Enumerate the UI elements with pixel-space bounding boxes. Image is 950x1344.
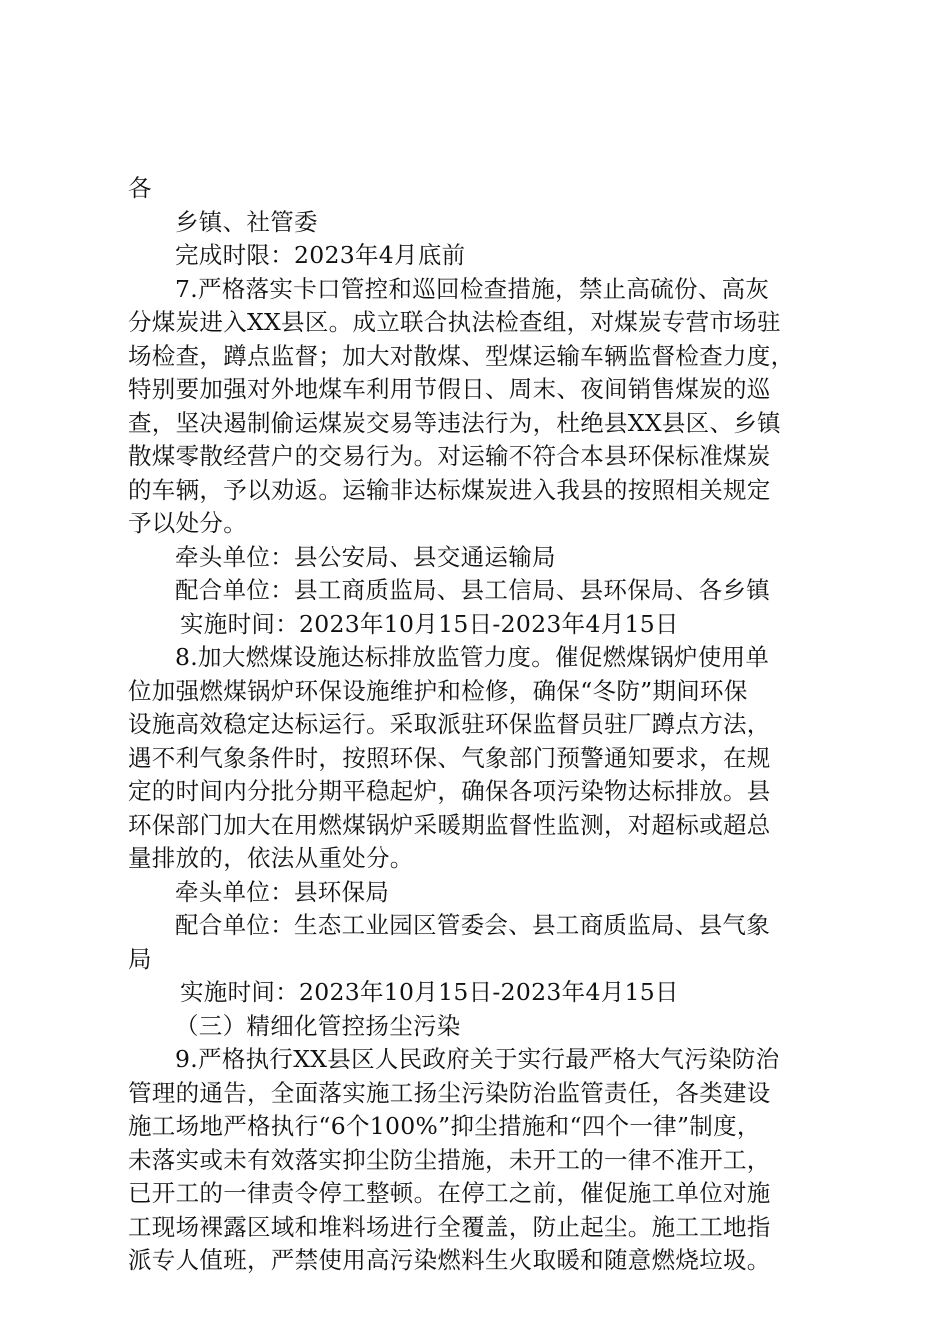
implementation-time-line: 实施时间：2023年10月15日-2023年4月15日 <box>180 978 679 1006</box>
text-line: 施工场地严格执行“6个100%”抑尘措施和“四个一律”制度， <box>128 1112 761 1140</box>
paragraph-start-item-7: 7.严格落实卡口管控和巡回检查措施，禁止高硫份、高灰 <box>175 274 770 303</box>
text-line: 位加强燃煤锅炉环保设施维护和检修，确保“冬防”期间环保 <box>128 676 748 705</box>
text-line: 环保部门加大在用燃煤锅炉采暖期监督性监测，对超标或超总 <box>128 810 771 839</box>
text-line: 遇不利气象条件时，按照环保、气象部门预警通知要求，在规 <box>128 743 771 772</box>
cooperating-unit-line: 配合单位：县工商质监局、县工信局、县环保局、各乡镇 <box>175 576 770 604</box>
text-line: 局 <box>128 944 152 973</box>
text-line: 散煤零散经营户的交易行为。对运输不符合本县环保标准煤炭 <box>128 442 771 470</box>
text-line: 各 <box>128 174 152 202</box>
text-line: 派专人值班，严禁使用高污染燃料生火取暖和随意燃烧垃圾。 <box>128 1246 771 1274</box>
text-line: 定的时间内分批分期平稳起炉，确保各项污染物达标排放。县 <box>128 777 771 805</box>
text-line: 管理的通告，全面落实施工扬尘污染防治监管责任，各类建设 <box>128 1078 771 1107</box>
text-line: 完成时限：2023年4月底前 <box>175 241 466 269</box>
text-line: 已开工的一律责令停工整顿。在停工之前，催促施工单位对施 <box>128 1179 771 1207</box>
text-line: 未落实或未有效落实抑尘防尘措施，未开工的一律不准开工， <box>128 1145 771 1174</box>
lead-unit-line: 牵头单位：县公安局、县交通运输局 <box>175 542 556 571</box>
paragraph-start-item-8: 8.加大燃煤设施达标排放监管力度。催促燃煤锅炉使用单 <box>175 643 770 671</box>
text-line: 量排放的，依法从重处分。 <box>128 844 414 872</box>
text-line: 的车辆，予以劝返。运输非达标煤炭进入我县的按照相关规定 <box>128 475 771 504</box>
text-line: 特别要加强对外地煤车利用节假日、周末、夜间销售煤炭的巡 <box>128 375 771 403</box>
cooperating-unit-line: 配合单位：生态工业园区管委会、县工商质监局、县气象 <box>175 911 770 939</box>
document-body <box>128 172 828 1278</box>
text-line: 乡镇、社管委 <box>175 207 318 236</box>
text-line: 场检查，蹲点监督；加大对散煤、型煤运输车辆监督检查力度， <box>128 341 795 370</box>
text-line: 查，坚决遏制偷运煤炭交易等违法行为，杜绝县XX县区、乡镇 <box>128 408 781 437</box>
section-heading: （三）精细化管控扬尘污染 <box>175 1011 461 1040</box>
paragraph-start-item-9: 9.严格执行XX县区人民政府关于实行最严格大气污染防治 <box>175 1045 780 1073</box>
text-line: 设施高效稳定达标运行。采取派驻环保监督员驻厂蹲点方法， <box>128 710 771 738</box>
lead-unit-line: 牵头单位：县环保局 <box>175 877 390 906</box>
text-line: 分煤炭进入XX县区。成立联合执法检查组，对煤炭专营市场驻 <box>128 308 781 336</box>
text-line: 工现场裸露区域和堆料场进行全覆盖，防止起尘。施工工地指 <box>128 1212 771 1241</box>
text-line: 予以处分。 <box>128 509 247 537</box>
implementation-time-line: 实施时间：2023年10月15日-2023年4月15日 <box>180 609 679 638</box>
